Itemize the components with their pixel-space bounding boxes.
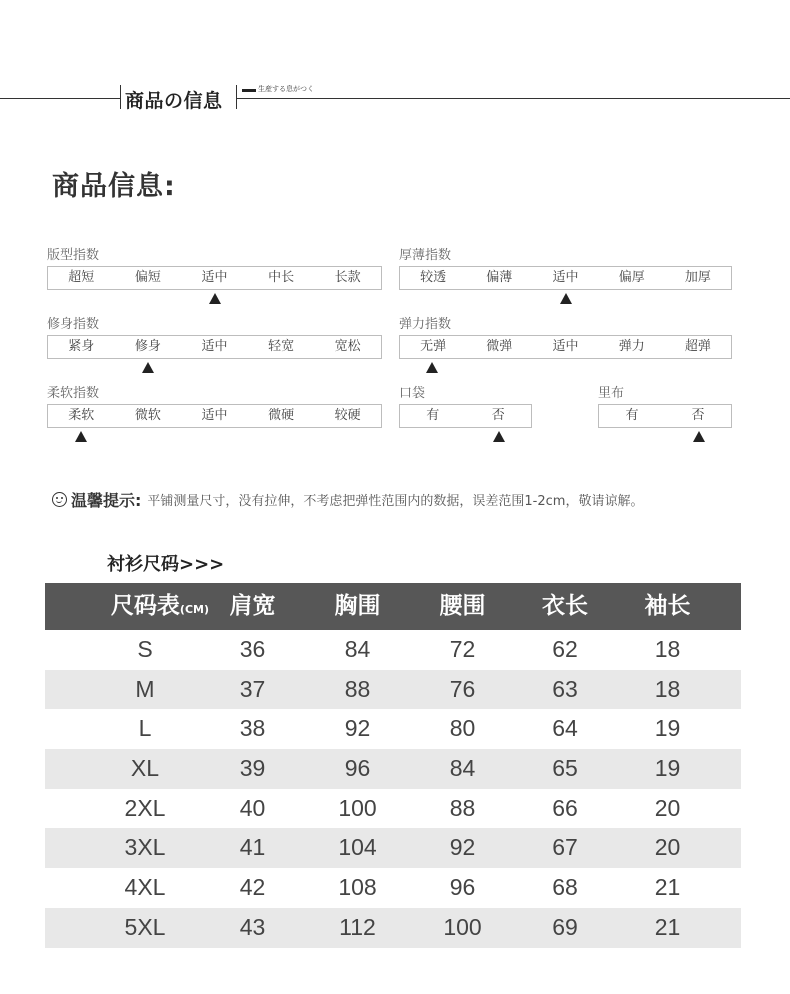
header-tagline: 生産する息がつく bbox=[258, 85, 314, 93]
selected-indicator-icon bbox=[75, 431, 87, 442]
measure-cell: 108 bbox=[338, 874, 377, 901]
selected-indicator-icon bbox=[493, 431, 505, 442]
measure-cell: 80 bbox=[449, 715, 476, 742]
index-label: 口袋 bbox=[399, 386, 426, 401]
header-divider-left bbox=[120, 85, 121, 109]
table-row bbox=[45, 908, 741, 948]
section-title: 商品信息: bbox=[52, 171, 176, 202]
header-divider-right bbox=[236, 85, 237, 109]
table-row bbox=[45, 868, 741, 908]
measure-cell: 21 bbox=[654, 913, 681, 940]
index-option: 适中 bbox=[552, 339, 579, 354]
measure-cell: 19 bbox=[654, 715, 681, 742]
index-option: 适中 bbox=[201, 339, 228, 354]
size-cell: 5XL bbox=[124, 913, 166, 940]
tip-text: 平铺测量尺寸，没有拉伸，不考虑把弹性范围内的数据，误差范围1-2cm，敬请谅解。 bbox=[147, 494, 644, 509]
measure-cell: 92 bbox=[449, 834, 476, 861]
index-label: 版型指数 bbox=[47, 248, 100, 263]
header-cell: 胸围 bbox=[334, 593, 381, 619]
measurement-tip bbox=[52, 488, 643, 511]
index-scale bbox=[47, 335, 382, 359]
size-table-body bbox=[45, 630, 741, 948]
smile-icon bbox=[52, 492, 67, 507]
header-cell: 衣长 bbox=[542, 593, 588, 619]
measure-cell: 88 bbox=[344, 675, 371, 702]
table-row bbox=[45, 828, 741, 868]
index-option: 修身 bbox=[134, 339, 161, 354]
index-option: 无弹 bbox=[420, 339, 447, 354]
index-scale bbox=[47, 404, 382, 428]
measure-cell: 19 bbox=[654, 755, 681, 782]
index-option: 加厚 bbox=[684, 270, 711, 285]
table-row bbox=[45, 789, 741, 829]
measure-cell: 104 bbox=[338, 834, 377, 861]
measure-cell: 112 bbox=[339, 913, 376, 940]
size-table bbox=[45, 583, 741, 948]
measure-cell: 76 bbox=[449, 675, 476, 702]
measure-cell: 84 bbox=[344, 636, 371, 662]
measure-cell: 62 bbox=[552, 636, 578, 662]
index-label: 弹力指数 bbox=[399, 317, 452, 332]
measure-cell: 84 bbox=[449, 755, 476, 782]
size-cell: 3XL bbox=[124, 834, 166, 861]
measure-cell: 20 bbox=[654, 794, 681, 821]
index-label: 厚薄指数 bbox=[399, 248, 452, 263]
selected-indicator-icon bbox=[142, 362, 154, 373]
measure-cell: 36 bbox=[239, 636, 266, 662]
index-option: 否 bbox=[491, 408, 505, 423]
index-scale bbox=[399, 335, 732, 359]
measure-cell: 72 bbox=[449, 636, 476, 662]
header-cell: 肩宽 bbox=[229, 593, 276, 619]
index-label: 修身指数 bbox=[47, 317, 100, 332]
index-scale bbox=[399, 404, 532, 428]
index-label: 柔软指数 bbox=[47, 386, 100, 401]
measure-cell: 40 bbox=[239, 794, 266, 821]
header-unit-label: (CM) bbox=[179, 603, 209, 616]
size-cell: S bbox=[137, 636, 153, 662]
selected-indicator-icon bbox=[209, 293, 221, 304]
index-option: 弹力 bbox=[618, 339, 645, 354]
index-option: 紧身 bbox=[68, 339, 95, 354]
index-option: 否 bbox=[691, 408, 705, 423]
header-rule-right bbox=[237, 98, 790, 99]
size-chart-title: 衬衫尺码>>> bbox=[107, 554, 225, 575]
index-option: 微弹 bbox=[486, 339, 513, 354]
index-option: 有 bbox=[426, 408, 440, 423]
measure-cell: 18 bbox=[654, 675, 681, 702]
index-option: 适中 bbox=[201, 270, 228, 285]
index-option: 有 bbox=[625, 408, 639, 423]
measure-cell: 64 bbox=[552, 715, 578, 742]
measure-cell: 20 bbox=[654, 834, 681, 861]
size-cell: 4XL bbox=[124, 874, 166, 901]
measure-cell: 66 bbox=[552, 794, 578, 821]
table-row bbox=[45, 630, 741, 670]
measure-cell: 69 bbox=[552, 913, 578, 940]
size-cell: M bbox=[135, 675, 155, 702]
index-option: 偏薄 bbox=[486, 270, 513, 285]
measure-cell: 38 bbox=[239, 715, 266, 742]
index-option: 微硬 bbox=[268, 408, 295, 423]
index-scale bbox=[47, 266, 382, 290]
header-title: 商品の信息 bbox=[125, 90, 223, 112]
measure-cell: 43 bbox=[239, 913, 266, 940]
index-option: 适中 bbox=[552, 270, 579, 285]
measure-cell: 96 bbox=[449, 874, 476, 901]
header-mark bbox=[242, 89, 256, 92]
index-option: 偏短 bbox=[134, 270, 161, 285]
size-cell: L bbox=[138, 715, 152, 742]
table-row bbox=[45, 709, 741, 749]
index-option: 宽松 bbox=[334, 339, 361, 354]
measure-cell: 100 bbox=[443, 913, 482, 940]
table-row bbox=[45, 670, 741, 710]
index-option: 中长 bbox=[268, 270, 295, 285]
index-option: 较透 bbox=[420, 270, 447, 285]
index-scale bbox=[399, 266, 732, 290]
index-option: 微软 bbox=[134, 408, 161, 423]
size-cell: XL bbox=[130, 755, 160, 782]
measure-cell: 63 bbox=[552, 675, 578, 702]
tip-label: 温馨提示: bbox=[71, 491, 142, 510]
measure-cell: 39 bbox=[239, 755, 266, 782]
size-cell: 2XL bbox=[124, 794, 166, 821]
index-option: 较硬 bbox=[334, 408, 361, 423]
index-label: 里布 bbox=[598, 386, 625, 401]
index-option: 偏厚 bbox=[618, 270, 645, 285]
selected-indicator-icon bbox=[693, 431, 705, 442]
measure-cell: 92 bbox=[344, 715, 371, 742]
index-option: 柔软 bbox=[68, 408, 95, 423]
measure-cell: 100 bbox=[338, 794, 377, 821]
measure-cell: 41 bbox=[239, 834, 266, 861]
measure-cell: 18 bbox=[654, 636, 681, 662]
measure-cell: 65 bbox=[552, 755, 578, 782]
measure-cell: 67 bbox=[552, 834, 578, 861]
measure-cell: 96 bbox=[344, 755, 371, 782]
selected-indicator-icon bbox=[560, 293, 572, 304]
measure-cell: 68 bbox=[552, 874, 578, 901]
table-row bbox=[45, 749, 741, 789]
measure-cell: 21 bbox=[654, 874, 681, 901]
header-size-label: 尺码表 bbox=[110, 593, 180, 619]
measure-cell: 88 bbox=[449, 794, 476, 821]
index-option: 长款 bbox=[334, 270, 361, 285]
header-cell: 袖长 bbox=[644, 593, 691, 619]
index-option: 超短 bbox=[68, 270, 95, 285]
measure-cell: 37 bbox=[239, 675, 266, 702]
size-table-header bbox=[45, 583, 741, 630]
header-cell: 腰围 bbox=[439, 593, 486, 619]
selected-indicator-icon bbox=[426, 362, 438, 373]
measure-cell: 42 bbox=[239, 874, 266, 901]
index-option: 超弹 bbox=[684, 339, 711, 354]
index-scale bbox=[598, 404, 732, 428]
header-rule-left bbox=[0, 98, 120, 99]
index-option: 适中 bbox=[201, 408, 228, 423]
index-option: 轻宽 bbox=[268, 339, 295, 354]
